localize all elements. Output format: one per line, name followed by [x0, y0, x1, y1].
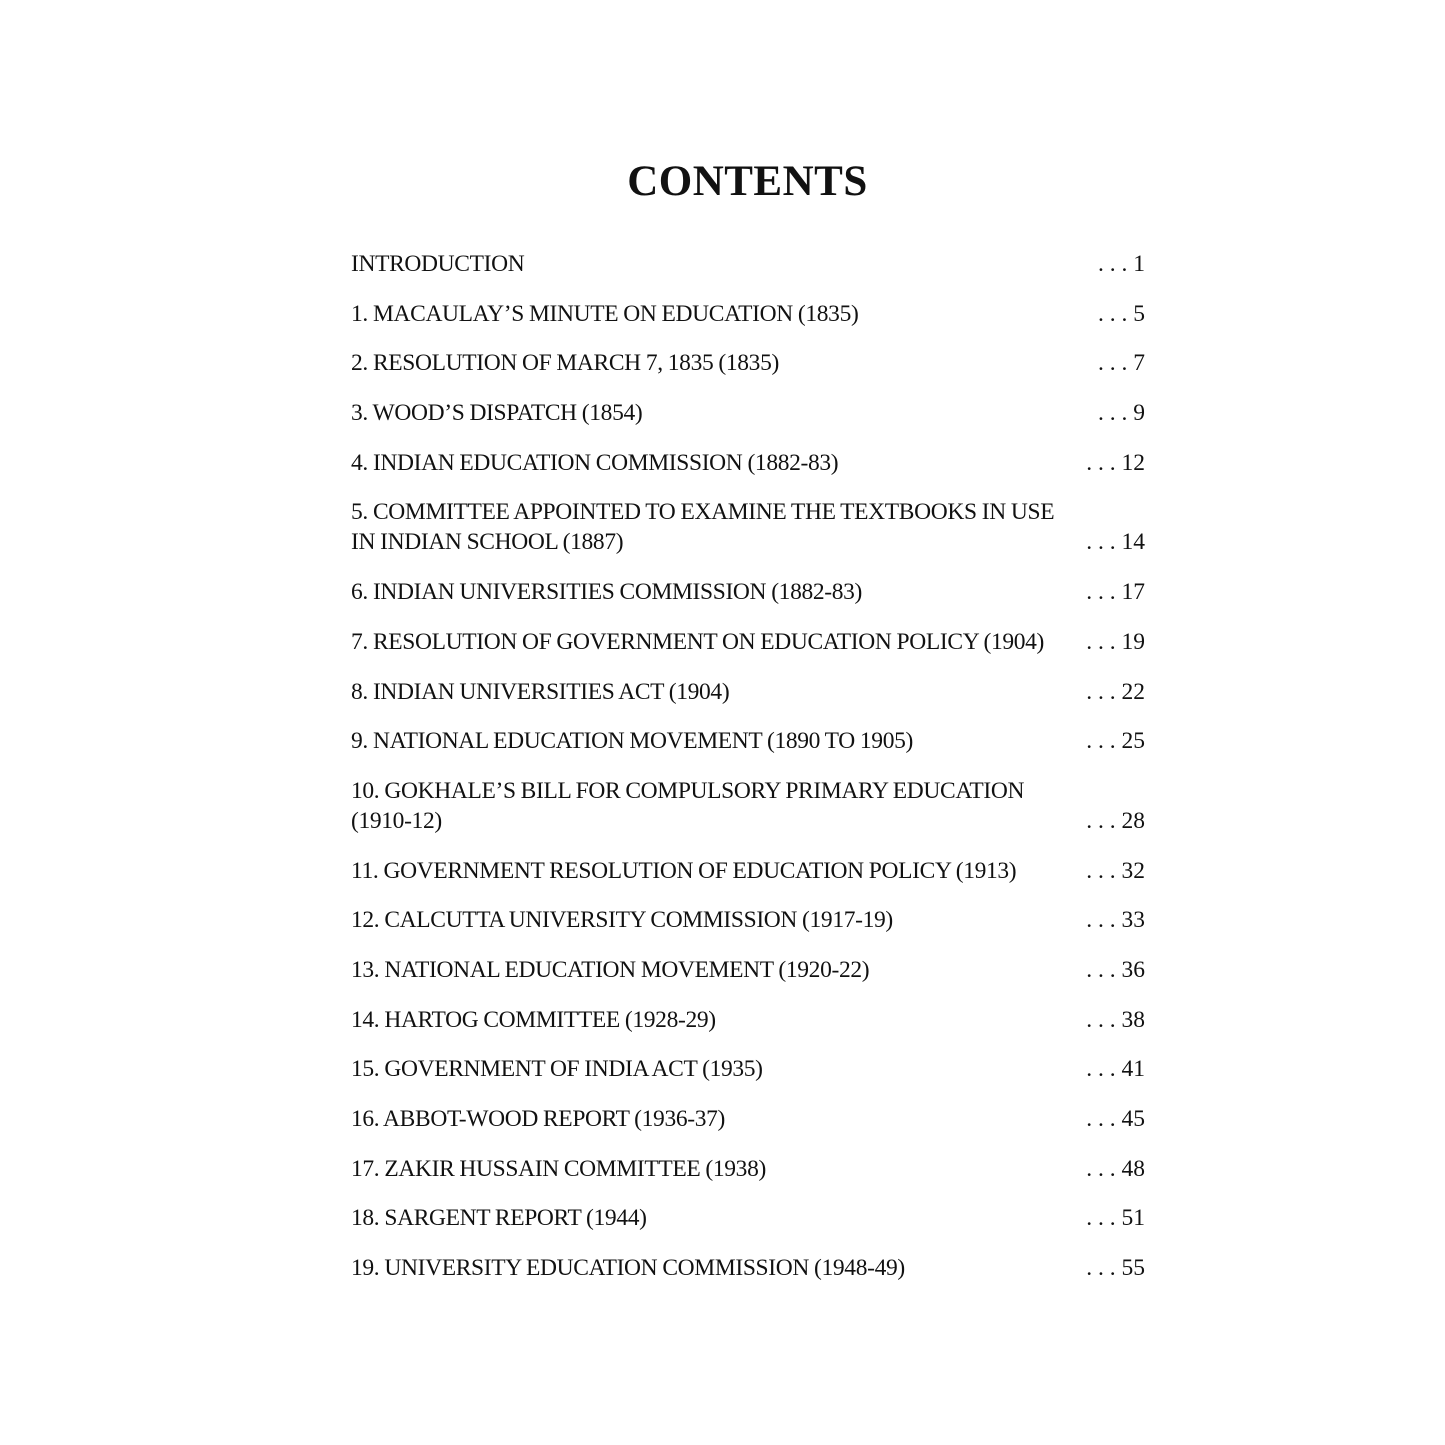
- toc-entry[interactable]: [351, 726, 1145, 756]
- toc-entry-title: 14. HARTOG COMMITTEE (1928-29): [351, 1006, 716, 1033]
- toc-entry-page: . . . 7: [1098, 350, 1145, 377]
- toc-entry-title: 9. NATIONAL EDUCATION MOVEMENT (1890 TO 1905): [351, 728, 913, 755]
- toc-entry[interactable]: [351, 1054, 1145, 1084]
- toc-entry-page: . . . 55: [1086, 1255, 1145, 1282]
- toc-entry-page: . . . 12: [1086, 449, 1145, 476]
- toc-entry-page: . . . 45: [1086, 1106, 1145, 1132]
- toc-entry[interactable]: [351, 627, 1145, 657]
- toc-entry[interactable]: [351, 249, 1145, 279]
- toc-entry[interactable]: [351, 1104, 1145, 1134]
- toc-entry-title: INTRODUCTION: [351, 251, 525, 277]
- toc-entry-page: . . . 28: [1086, 807, 1145, 834]
- toc-entry-page: . . . 32: [1086, 857, 1145, 884]
- toc-entry-page: . . . 5: [1098, 300, 1145, 327]
- toc-entry-page: . . . 51: [1086, 1205, 1145, 1232]
- toc-entry-title: 15. GOVERNMENT OF INDIA ACT (1935): [351, 1056, 763, 1083]
- toc-entry-title: 6. INDIAN UNIVERSITIES COMMISSION (1882-83): [351, 579, 863, 606]
- toc-entry-title: 16. ABBOT-WOOD REPORT (1936-37): [351, 1106, 726, 1132]
- toc-entry[interactable]: [351, 677, 1145, 707]
- toc-entry-page: . . . 9: [1098, 400, 1145, 427]
- toc-entry-title: 18. SARGENT REPORT (1944): [351, 1205, 647, 1232]
- toc-entry-title: 17. ZAKIR HUSSAIN COMMITTEE (1938): [351, 1155, 766, 1182]
- toc-entry[interactable]: [351, 776, 1145, 836]
- toc-entry-title: 8. INDIAN UNIVERSITIES ACT (1904): [351, 678, 730, 705]
- toc-entry-page: . . . 25: [1086, 728, 1145, 755]
- toc-entry-page: . . . 36: [1086, 956, 1145, 983]
- toc-entry-title: 19. UNIVERSITY EDUCATION COMMISSION (1948-49): [351, 1255, 905, 1282]
- toc-entry-page: . . . 48: [1086, 1155, 1145, 1182]
- table-of-contents: [351, 249, 1145, 1303]
- toc-entry-title: 5. COMMITTEE APPOINTED TO EXAMINE THE TEXTBOOKS IN USE IN INDIAN SCHOOL (1887): [351, 499, 1055, 556]
- toc-entry[interactable]: [351, 448, 1145, 478]
- toc-entry-title: 11. GOVERNMENT RESOLUTION OF EDUCATION POLICY (1913): [351, 857, 1017, 884]
- toc-entry-title: 4. INDIAN EDUCATION COMMISSION (1882-83): [351, 449, 839, 476]
- toc-entry-title: 7. RESOLUTION OF GOVERNMENT ON EDUCATION POLICY (1904): [351, 628, 1045, 655]
- toc-entry[interactable]: [351, 398, 1145, 428]
- toc-entry-title: 3. WOOD’S DISPATCH (1854): [351, 400, 643, 427]
- toc-entry-page: . . . 19: [1086, 628, 1145, 655]
- toc-entry-title: 2. RESOLUTION OF MARCH 7, 1835 (1835): [351, 350, 779, 377]
- toc-entry[interactable]: [351, 1253, 1145, 1283]
- toc-entry-page: . . . 41: [1086, 1056, 1145, 1083]
- toc-entry-page: . . . 22: [1086, 678, 1145, 705]
- toc-entry-title: 12. CALCUTTA UNIVERSITY COMMISSION (1917-19): [351, 907, 893, 934]
- toc-entry[interactable]: [351, 299, 1145, 329]
- toc-entry-title: 1. MACAULAY’S MINUTE ON EDUCATION (1835): [351, 300, 859, 327]
- toc-entry-title: 13. NATIONAL EDUCATION MOVEMENT (1920-22): [351, 956, 870, 983]
- toc-entry-page: . . . 17: [1086, 579, 1145, 606]
- toc-entry[interactable]: [351, 348, 1145, 378]
- toc-entry-page: . . . 33: [1086, 907, 1145, 934]
- toc-entry[interactable]: [351, 497, 1145, 557]
- toc-entry-page: . . . 1: [1098, 251, 1145, 277]
- toc-entry[interactable]: [351, 856, 1145, 886]
- toc-entry[interactable]: [351, 1005, 1145, 1035]
- toc-entry[interactable]: [351, 905, 1145, 935]
- toc-entry[interactable]: [351, 955, 1145, 985]
- toc-entry-title: 10. GOKHALE’S BILL FOR COMPULSORY PRIMARY EDUCATION (1910-12): [351, 777, 1025, 834]
- toc-entry[interactable]: [351, 577, 1145, 607]
- toc-entry[interactable]: [351, 1203, 1145, 1233]
- toc-entry-page: . . . 38: [1086, 1006, 1145, 1033]
- toc-entry-page: . . . 14: [1086, 529, 1145, 556]
- toc-entry[interactable]: [351, 1154, 1145, 1184]
- page-title: CONTENTS: [627, 158, 868, 205]
